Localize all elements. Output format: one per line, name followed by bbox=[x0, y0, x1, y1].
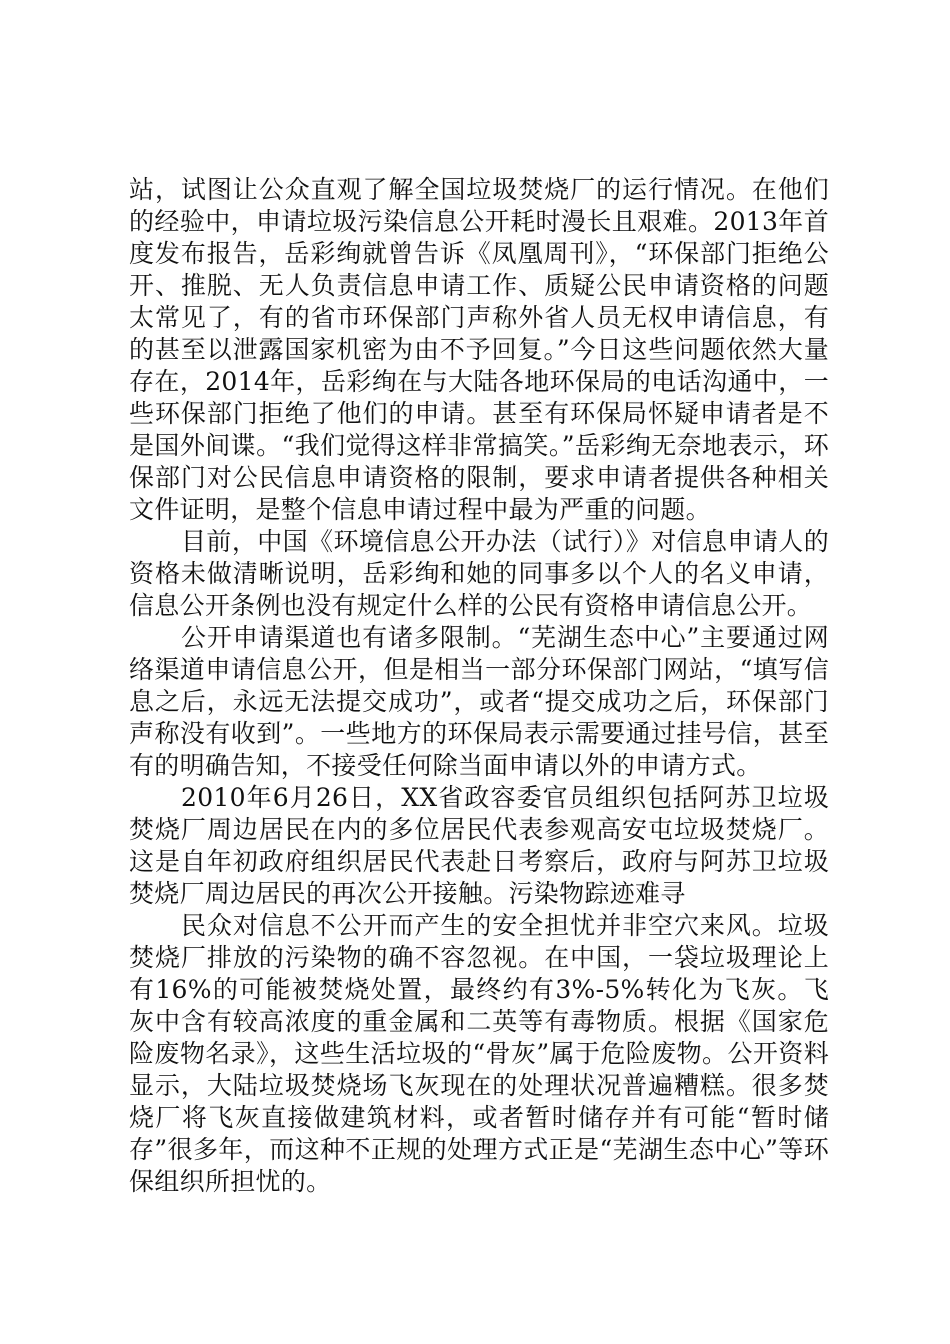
paragraph-1: 站，试图让公众直观了解全国垃圾焚烧厂的运行情况。在他们的经验中，申请垃圾污染信息公开耗时漫长且艰难。2013年首度发布报告，岳彩绚就曾告诉《凤凰周刊》，“环保部门拒绝公开、推脱、无人负责信息申请工作、质疑公民申请资格的问题太常见了，有的省市环保部门声称外省人员无权申请信息，有的甚至以泄露国家机密为由不予回复。”今日这些问题依然大量存在，2014年，岳彩绚在与大陆各地环保局的电话沟通中，一些环保部门拒绝了他们的申请。甚至有环保局怀疑申请者是不是国外间谍。“我们觉得这样非常搞笑。”岳彩绚无奈地表示，环保部门对公民信息申请资格的限制，要求申请者提供各种相关文件证明，是整个信息申请过程中最为严重的问题。 bbox=[129, 175, 829, 524]
paragraph-3: 公开申请渠道也有诸多限制。“芜湖生态中心”主要通过网络渠道申请信息公开，但是相当一部分环保部门网站，“填写信息之后，永远无法提交成功”，或者“提交成功之后，环保部门声称没有收到”。一些地方的环保局表示需要通过挂号信，甚至有的明确告知，不接受任何除当面申请以外的申请方式。 bbox=[129, 623, 829, 780]
document-body bbox=[129, 174, 829, 1198]
paragraph-2: 目前，中国《环境信息公开办法（试行）》对信息申请人的资格未做清晰说明，岳彩绚和她的同事多以个人的名义申请，信息公开条例也没有规定什么样的公民有资格申请信息公开。 bbox=[129, 527, 829, 620]
paragraph-5: 民众对信息不公开而产生的安全担忧并非空穴来风。垃圾焚烧厂排放的污染物的确不容忽视。在中国，一袋垃圾理论上有16%的可能被焚烧处置，最终约有3%-5%转化为飞灰。飞灰中含有较高浓度的重金属和二英等有毒物质。根据《国家危险废物名录》，这些生活垃圾的“骨灰”属于危险废物。公开资料显示，大陆垃圾焚烧场飞灰现在的处理状况普遍糟糕。很多焚烧厂将飞灰直接做建筑材料，或者暂时储存并有可能“暂时储存”很多年，而这种不正规的处理方式正是“芜湖生态中心”等环保组织所担忧的。 bbox=[129, 911, 829, 1196]
paragraph-4: 2010年6月26日，XX省政容委官员组织包括阿苏卫垃圾焚烧厂周边居民在内的多位居民代表参观高安屯垃圾焚烧厂。这是自年初政府组织居民代表赴日考察后，政府与阿苏卫垃圾焚烧厂周边居民的再次公开接触。污染物踪迹难寻 bbox=[129, 783, 829, 908]
